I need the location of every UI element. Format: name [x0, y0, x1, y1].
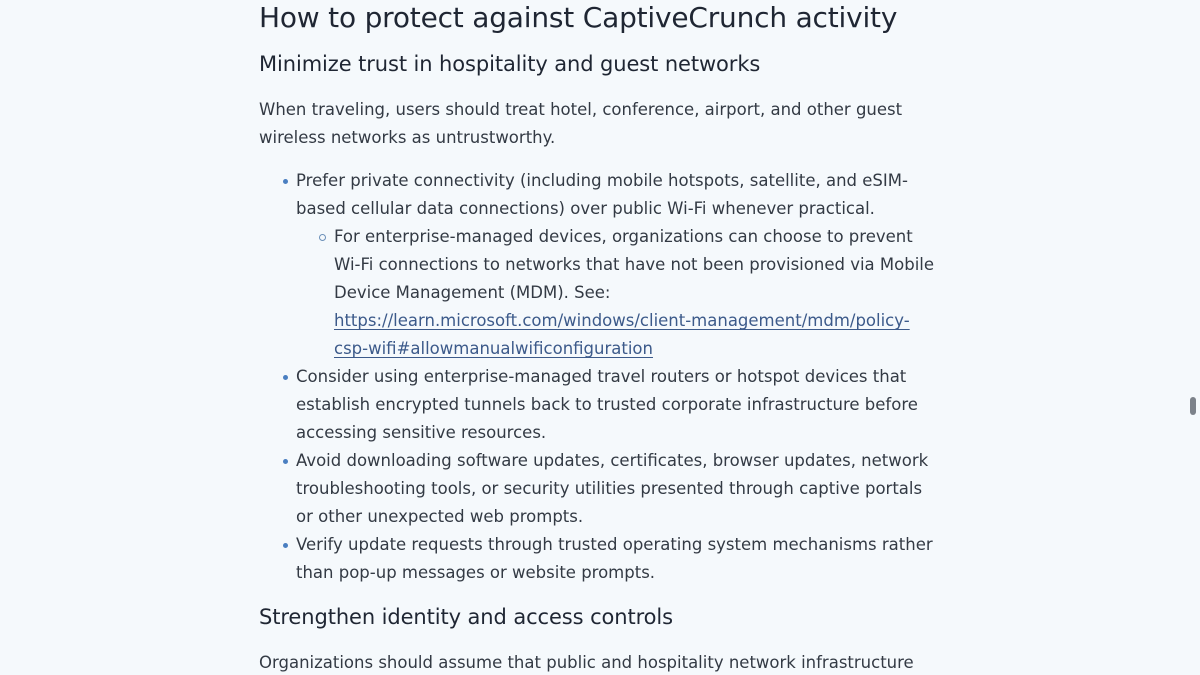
sub-list-item-text: For enterprise-managed devices, organizations can choose to prevent Wi-Fi connections to networks that have not been provisioned via Mobile Device Management (MDM). See: [334, 227, 935, 302]
list-item-text: Consider using enterprise-managed travel routers or hotspot devices that establish encrypted tunnels back to trusted corporate infrastructure before accessing sensitive resources. [296, 367, 918, 442]
bullet-icon [283, 375, 288, 380]
sub-list-item [334, 223, 936, 363]
intro-paragraph: When traveling, users should treat hotel, conference, airport, and other guest wireless networks as untrustworthy. [259, 100, 903, 147]
bullet-icon [283, 459, 288, 464]
list-item [296, 363, 936, 447]
list-item-text: Prefer private connectivity (including mobile hotspots, satellite, and eSIM-based cellular data connections) over public Wi-Fi whenever practical. [296, 171, 908, 218]
scrollbar-thumb[interactable] [1190, 397, 1196, 415]
bullet-icon [283, 543, 288, 548]
recommendation-list [296, 167, 936, 587]
list-item [296, 531, 936, 587]
bullet-icon [283, 179, 288, 184]
list-item-text: Verify update requests through trusted operating system mechanisms rather than pop-up messages or website prompts. [296, 535, 933, 582]
list-item [296, 447, 936, 531]
list-item-text: Avoid downloading software updates, certificates, browser updates, network troubleshooting tools, or security utilities presented through captive portals or other unexpected web prompts. [296, 451, 929, 526]
list-item [296, 167, 936, 363]
subsection-heading-identity: Strengthen identity and access controls [259, 605, 673, 629]
subsection-heading-guest-networks: Minimize trust in hospitality and guest networks [259, 52, 761, 76]
section-title: How to protect against CaptiveCrunch activity [259, 1, 898, 34]
mdm-policy-link[interactable]: https://learn.microsoft.com/windows/client-management/mdm/policy-csp-wifi#allowmanualwificonfiguration [334, 311, 910, 358]
identity-paragraph: Organizations should assume that public and hospitality network infrastructure [259, 653, 914, 672]
sub-list [296, 223, 936, 363]
hollow-bullet-icon [319, 234, 326, 241]
